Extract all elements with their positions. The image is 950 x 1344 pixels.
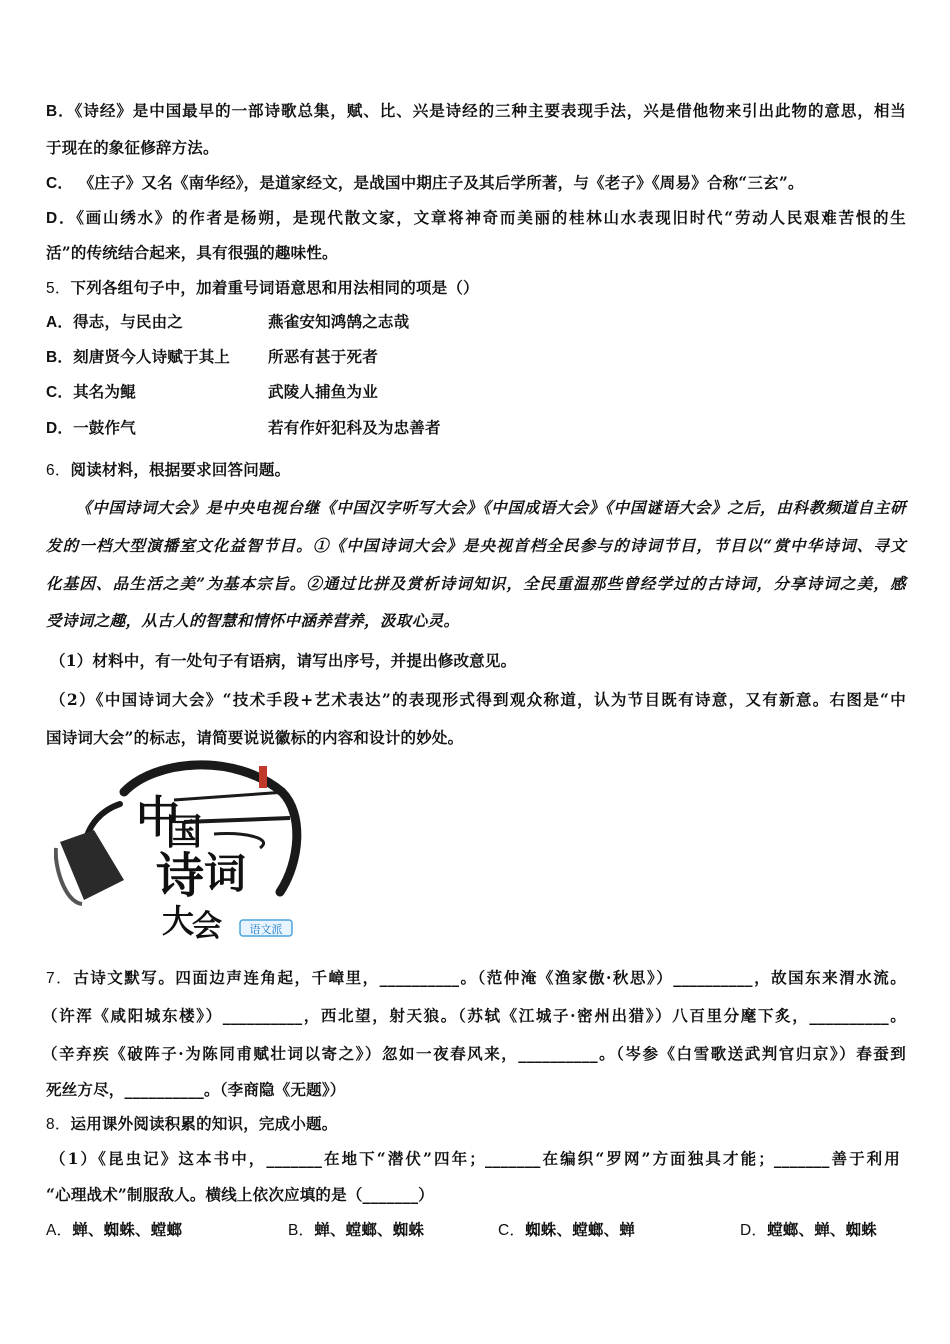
q5-option-d <box>46 417 906 440</box>
q6-sub2-line2: 国诗词大会”的标志，请简要说说徽标的内容和设计的妙处。 <box>46 728 464 747</box>
q8-sub1-line2: “心理战术”制服敌人。横线上依次应填的是（_______） <box>46 1185 434 1204</box>
q8-option-c <box>498 1219 635 1242</box>
q4-option-c-label: C． <box>46 175 74 192</box>
logo-badge-text: 语文派 <box>249 923 283 936</box>
logo-char-hui: 会 <box>192 909 222 942</box>
q4-option-d-text: 《画山绣水》的作者是杨朔，是现代散文家，文章将神奇而美丽的桂林山水表现旧时代“劳动人民艰难苦恨的生 <box>76 208 906 227</box>
q8-option-d-label: D． <box>740 1222 768 1239</box>
logo-char-zhong: 中 <box>136 792 180 843</box>
q4-option-b-text: 《诗经》是中国最早的一部诗歌总集，赋、比、兴是诗经的三种主要表现手法，兴是借他物来引出此物的意思，相当 <box>74 101 906 120</box>
q5-option-c-left: 其名为鲲 <box>73 382 136 401</box>
q7-line1-text: 古诗文默写。四面边声连角起，千嶂里，__________。（范仲淹《渔家傲·秋思》）__________，故国东来渭水流。 <box>73 968 906 987</box>
q5-option-b-right: 所恶有甚于死者 <box>268 347 378 366</box>
q6-passage-line3: 化基因、品生活之美”为基本宗旨。②通过比拼及赏析诗词知识，全民重温那些曾经学过的古诗词，分享诗词之美，感 <box>46 574 906 593</box>
q5-stem-text: 下列各组句子中，加着重号词语意思和用法相同的项是（） <box>70 278 479 297</box>
q4-option-d-line2: 活”的传统结合起来，具有很强的趣味性。 <box>46 243 338 262</box>
q7-line3: （辛弃疾《破阵子·为陈同甫赋壮词以寄之》）忽如一夜春风来，__________。（岑参《白雪歌送武判官归京》）春蚕到 <box>42 1044 906 1063</box>
logo-stroke-hook <box>214 834 264 848</box>
q8-option-c-text: 蜘蛛、螳螂、蝉 <box>525 1220 635 1239</box>
q7-line4: 死丝方尽，__________。（李商隐《无题》） <box>46 1080 346 1099</box>
q7-number: 7． <box>46 970 74 987</box>
logo-stroke-top <box>174 792 286 800</box>
q6-number: 6． <box>46 462 71 479</box>
q6-passage-line4: 受诗词之趣，从古人的智慧和情怀中涵养营养，汲取心灵。 <box>46 611 460 630</box>
q5-number: 5． <box>46 280 71 297</box>
q8-stem <box>46 1113 906 1136</box>
q6-stem-text: 阅读材料，根据要求回答问题。 <box>70 460 291 479</box>
q5-option-b <box>46 346 906 369</box>
q8-number: 8． <box>46 1116 71 1133</box>
q5-option-c-label: C． <box>46 384 74 401</box>
q5-stem <box>46 277 906 300</box>
q6-sub1: （1）材料中，有一处句子有语病，请写出序号，并提出修改意见。 <box>50 651 517 670</box>
q7-line2: （许浑《咸阳城东楼》）__________，西北望，射天狼。（苏轼《江城子·密州出猎》）八百里分麾下炙，__________。 <box>42 1006 906 1025</box>
poetry-conference-logo <box>54 752 304 942</box>
q8-option-c-label: C． <box>498 1222 526 1239</box>
q8-option-b <box>288 1219 424 1242</box>
q8-option-d <box>740 1219 877 1242</box>
logo-char-ci: 词 <box>204 849 247 898</box>
q5-option-a-right: 燕雀安知鸿鹄之志哉 <box>268 312 410 331</box>
logo-char-shi: 诗 <box>156 848 205 904</box>
q6-passage-line2: 发的一档大型演播室文化益智节目。①《中国诗词大会》是央视首档全民参与的诗词节目，节目以“赏中华诗词、寻文 <box>46 536 906 555</box>
q4-option-b-line1 <box>46 100 906 123</box>
q8-option-a-text: 蝉、蜘蛛、螳螂 <box>72 1220 183 1239</box>
q5-option-a-left: 得志，与民由之 <box>73 312 183 331</box>
q5-option-a <box>46 311 906 334</box>
q4-option-d-label: D． <box>46 210 77 227</box>
logo-red-seal <box>259 766 267 788</box>
q5-option-c-right: 武陵人捕鱼为业 <box>268 382 378 401</box>
q8-option-b-label: B． <box>288 1222 315 1239</box>
q8-sub1-line1: （1）《昆虫记》这本书中，_______在地下“潜伏”四年；_______在编织“罗网”方面独具才能；_______善于利用 <box>50 1149 900 1168</box>
q4-option-b-line2: 于现在的象征修辞方法。 <box>46 138 219 157</box>
q8-option-a-label: A． <box>46 1222 73 1239</box>
q5-option-d-left: 一鼓作气 <box>73 418 136 437</box>
q4-option-c-text: 《庄子》又名《南华经》，是道家经文，是战国中期庄子及其后学所著，与《老子》《周易》合称“三玄”。 <box>78 173 804 192</box>
q8-option-a <box>46 1219 182 1242</box>
q7-line1 <box>46 967 906 990</box>
q5-option-c <box>46 381 906 404</box>
q5-option-a-label: A． <box>46 314 74 331</box>
q5-option-d-right: 若有作奸犯科及为忠善者 <box>268 418 441 437</box>
q6-sub2-line1: （2）《中国诗词大会》“技术手段+艺术表达”的表现形式得到观众称道，认为节目既有诗意，又有新意。右图是“中 <box>50 690 906 709</box>
logo-char-guo: 国 <box>166 811 203 853</box>
q6-stem <box>46 459 906 482</box>
q4-option-b-label: B． <box>46 103 75 120</box>
q8-stem-text: 运用课外阅读积累的知识，完成小题。 <box>70 1114 338 1133</box>
q8-option-b-text: 蝉、螳螂、蜘蛛 <box>314 1220 425 1239</box>
q8-option-d-text: 螳螂、蝉、蜘蛛 <box>767 1220 877 1239</box>
logo-scroll <box>60 830 124 900</box>
q5-option-b-left: 刻唐贤今人诗赋于其上 <box>73 347 231 366</box>
q6-passage-line1: 《中国诗词大会》是中央电视台继《中国汉字听写大会》《中国成语大会》《中国谜语大会》之后，由科教频道自主研 <box>76 498 906 517</box>
q4-option-c <box>46 172 906 195</box>
q5-option-b-label: B． <box>46 349 74 366</box>
logo-char-da: 大 <box>162 902 195 940</box>
q5-option-d-label: D． <box>46 420 74 437</box>
q4-option-d-line1 <box>46 207 906 230</box>
